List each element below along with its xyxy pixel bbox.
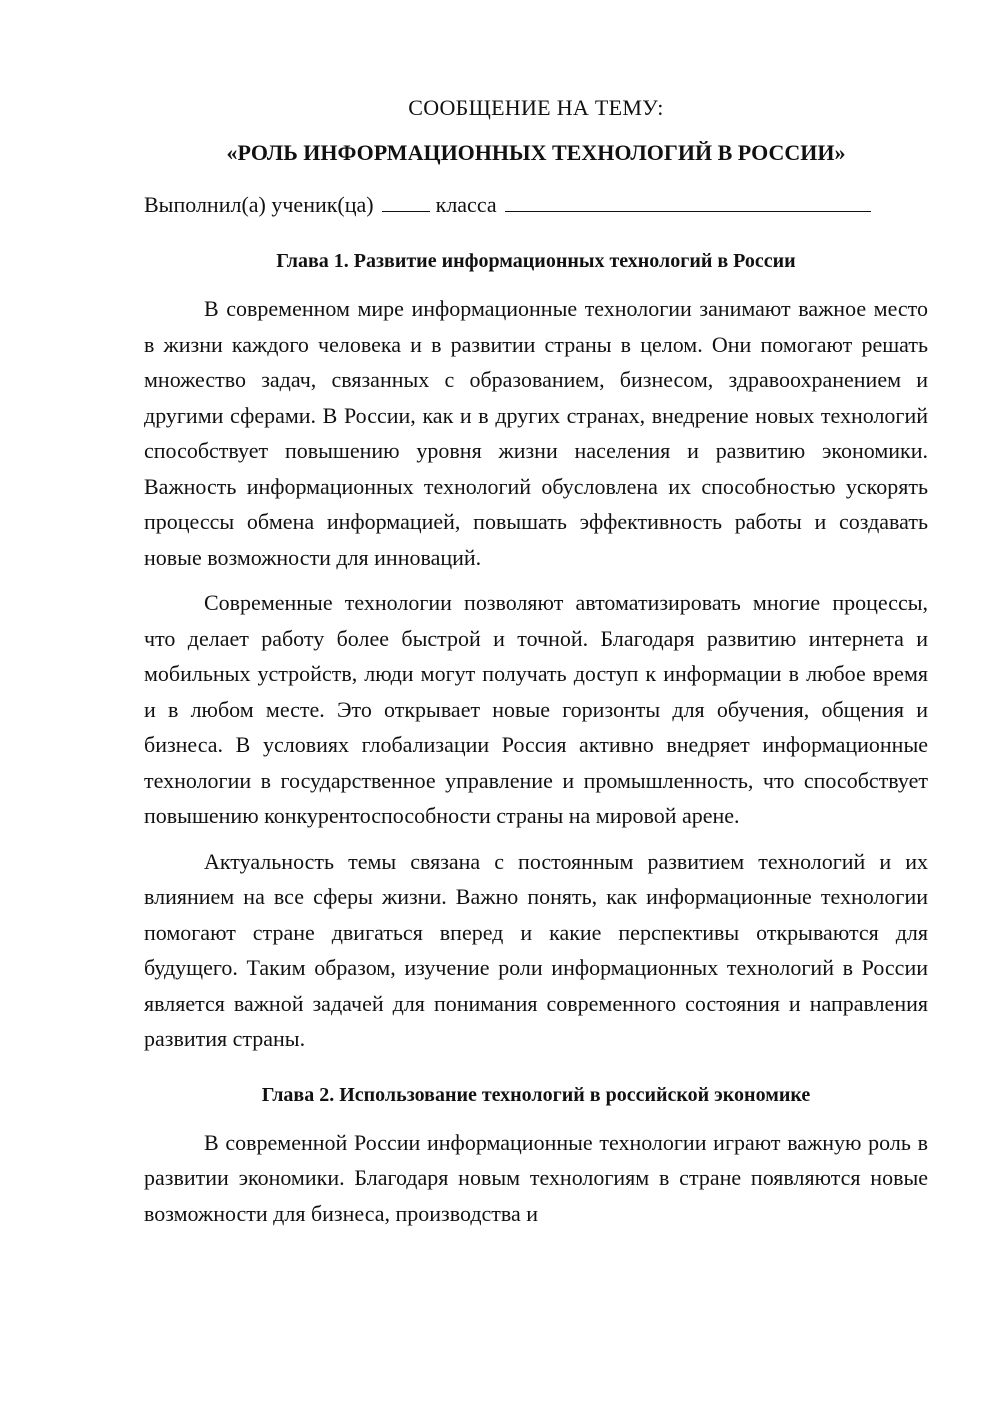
class-label: класса [435, 192, 497, 217]
author-label: Выполнил(а) ученик(ца) [144, 192, 374, 217]
author-line [144, 189, 928, 221]
report-header: СООБЩЕНИЕ НА ТЕМУ: [408, 95, 664, 120]
chapter-1-heading: Глава 1. Развитие информационных технологий в России [276, 250, 796, 272]
document-content [144, 92, 928, 1231]
chapter-2-paragraph-1: В современной России информационные технологии играют важную роль в развитии экономики. Благодаря новым технологиям в стране появляются новые возможности для бизнеса, производства и [144, 1129, 928, 1226]
chapter-1-paragraph-1: В современном мире информационные технологии занимают важное место в жизни каждого человека и в развитии страны в целом. Они помогают решать множество задач, связанных с образованием, бизнесом, здравоохранением и другими сферами. В России, как и в других странах, внедрение новых технологий способствует повышению уровня жизни населения и развитию экономики. Важность информационных технологий обусловлена их способностью ускорять процессы обмена информацией, повышать эффективность работы и создавать новые возможности для инноваций. [144, 296, 928, 570]
chapter-1-paragraph-3: Актуальность темы связана с постоянным развитием технологий и их влиянием на все сферы жизни. Важно понять, как информационные технологии помогают стране двигаться вперед и какие перспективы открываются для будущего. Таким образом, изучение роли информационных технологий в России является важной задачей для понимания современного состояния и направления развития страны. [144, 848, 928, 1051]
student-name-blank [505, 191, 871, 212]
report-title: «РОЛЬ ИНФОРМАЦИОННЫХ ТЕХНОЛОГИЙ В РОССИИ» [226, 140, 846, 165]
chapter-1-paragraph-2: Современные технологии позволяют автоматизировать многие процессы, что делает работу более быстрой и точной. Благодаря развитию интернета и мобильных устройств, люди могут получать доступ к информации в любое время и в любом месте. Это открывает новые горизонты для обучения, общения и бизнеса. В условиях глобализации Россия активно внедряет информационные технологии в государственное управление и промышленность, что способствует повышению конкурентоспособности страны на мировой арене. [144, 590, 928, 828]
class-number-blank [382, 191, 430, 212]
chapter-2-heading: Глава 2. Использование технологий в российской экономике [261, 1083, 811, 1106]
